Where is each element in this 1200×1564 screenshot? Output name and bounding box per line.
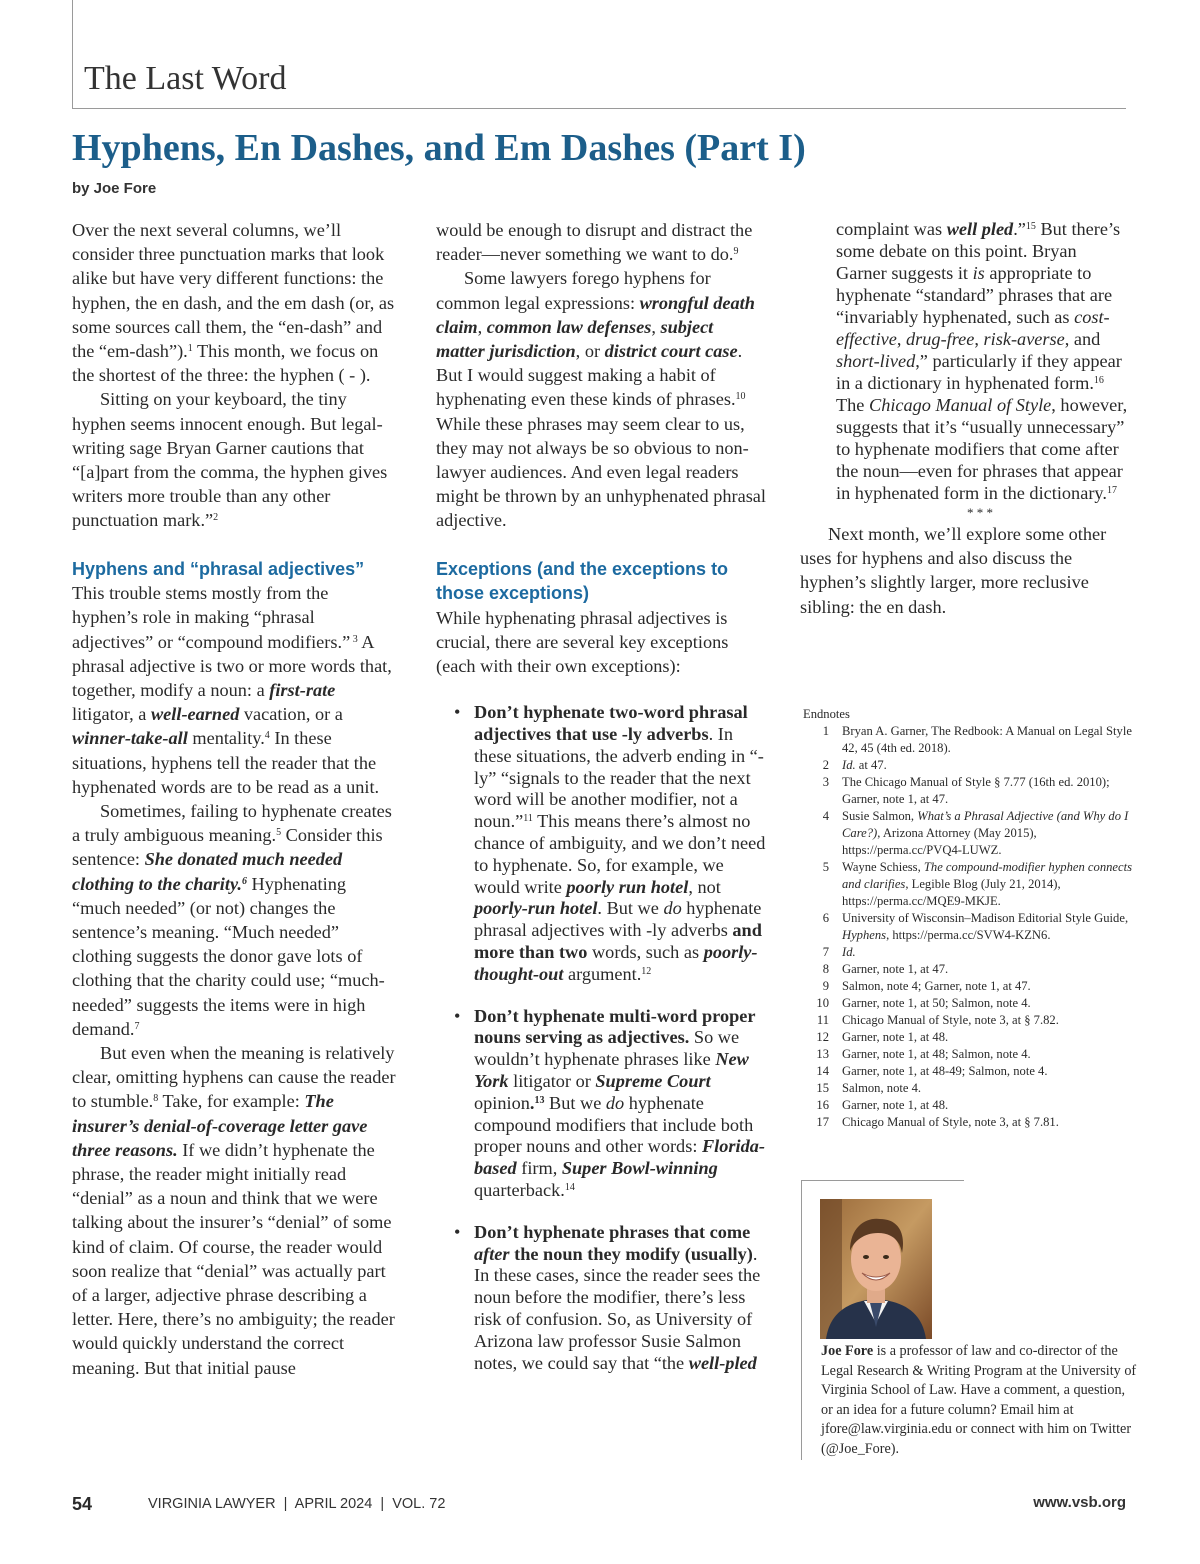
endnote-number: 6 xyxy=(822,911,829,925)
author-bio: Joe Fore is a professor of law and co-director of the Legal Research & Writing Program at the University of Virginia School of Law. Have a comment, a question, or an idea for a future column? Email him at jfore@law.virginia.edu or connect with him on Twitter (@Joe_Fore). xyxy=(821,1343,1137,1457)
list-item: • Don’t hyphenate phrases that come after the noun they modify (usually). In these cases, since the reader sees the noun before the modifier, there’s less risk of confusion. So, as University of Arizona law professor Susie Salmon notes, we could say that “the well-pled xyxy=(454,1221,761,1373)
endnote-italic: The compound-modifier hyphen connects and clarifies xyxy=(842,860,1132,891)
paragraph: Sitting on your keyboard, the tiny hyphen seems innocent enough. But legal-writing sage Bryan Garner cautions that “[a]part from the comma, the hyphen gives writers more trouble than any other punctuation mark.”$^2$ xyxy=(72,389,388,531)
endnote-text: Salmon, note 4. xyxy=(842,1081,922,1095)
endnote-text: Salmon, note 4; Garner, note 1, at 47. xyxy=(842,979,1031,993)
endnote-text: Wayne Schiess, xyxy=(842,860,924,874)
column-3 xyxy=(800,218,1130,619)
endnote-text: at 47. xyxy=(855,758,887,772)
endnote-item xyxy=(803,944,1133,961)
endnote-number: 8 xyxy=(822,962,829,976)
endnote-italic: Hyphens xyxy=(842,928,887,942)
endnote-text: Garner, note 1, at 48; Salmon, note 4. xyxy=(842,1047,1031,1061)
endnote-text: , https://perma.cc/SVW4-KZN6. xyxy=(886,928,1051,942)
byline: by Joe Fore xyxy=(72,180,157,197)
article-title: Hyphens, En Dashes, and Em Dashes (Part I) xyxy=(72,127,806,169)
column-2 xyxy=(436,218,766,1374)
endnote-number: 16 xyxy=(816,1098,829,1112)
endnote-number: 12 xyxy=(816,1030,829,1044)
endnote-text: Chicago Manual of Style, note 3, at § 7.82. xyxy=(842,1013,1059,1027)
endnote-text: Bryan A. Garner, The Redbook: A Manual on Legal Style 42, 45 (4th ed. 2018). xyxy=(842,724,1132,755)
endnote-item xyxy=(803,1012,1133,1029)
endnote-number: 11 xyxy=(816,1013,829,1027)
bio-divider-vertical xyxy=(801,1180,802,1460)
paragraph: But even when the meaning is relatively clear, omitting hyphens can cause the reader to stumble.$^8$ Take, for example: The insurer’s denial-of-coverage letter gave three reasons. If we didn’t hyphenate the phrase, the reader might initially read “denial” as a noun and think that we were talking about the insurer’s “denial” of some kind of claim. Of course, the reader would soon realize that “denial” was actually part of a larger, adjective phrase describing a letter. Here, there’s no ambiguity; the reader would quickly understand the correct meaning. But that initial pause xyxy=(72,1043,396,1378)
endnote-italic: Id. xyxy=(842,945,856,959)
section-heading: Hyphens and “phrasal adjectives” xyxy=(72,558,365,579)
endnote-number: 15 xyxy=(816,1081,829,1095)
endnote-item xyxy=(803,1029,1133,1046)
endnote-item xyxy=(803,910,1133,944)
endnote-text: Garner, note 1, at 48. xyxy=(842,1030,949,1044)
section-divider-horizontal xyxy=(72,108,1126,109)
section-divider-vertical xyxy=(72,0,73,108)
endnote-text: Garner, note 1, at 48-49; Salmon, note 4. xyxy=(842,1064,1048,1078)
paragraph: Some lawyers forego hyphens for common legal expressions: wrongful death claim, common law defenses, subject matter jurisdiction, or district court case. But I would suggest making a habit of hyphenating even these kinds of phrases.$^{10}$ While these phrases may seem clear to us, they may not always be so obvious to non-lawyer audiences. And even legal readers might be thrown by an unhyphenated phrasal adjective. xyxy=(436,268,766,531)
author-photo xyxy=(820,1199,932,1339)
endnote-item xyxy=(803,1063,1133,1080)
endnote-number: 2 xyxy=(822,758,829,772)
endnote-item xyxy=(803,1046,1133,1063)
list-item: • Don’t hyphenate multi-word proper nouns serving as adjectives. So we wouldn’t hyphenate phrases like New York litigator or Supreme Court opinion.$^{13}$ But we do hyphenate compound modifiers that include both proper nouns and other words: Florida-based firm, Super Bowl-winning quarterback.$^{14}$ xyxy=(454,1005,765,1200)
endnote-number: 10 xyxy=(816,996,829,1010)
paragraph: Next month, we’ll explore some other uses for hyphens and also discuss the hyphen’s slightly larger, more reclusive sibling: the en dash. xyxy=(800,524,1107,617)
section-label: The Last Word xyxy=(84,60,287,97)
endnote-item xyxy=(803,774,1133,808)
list-item: • Don’t hyphenate two-word phrasal adjectives that use -ly adverbs. In these situations, the adverb ending in “-ly” “signals to the reader that the next word will be another modifier, not a noun.”$^{11}$ This means there’s almost no chance of ambiguity, and we don’t need to hyphenate. So, for example, we would write poorly run hotel, not poorly-run hotel. But we do hyphenate phrasal adjectives with -ly adverbs and more than two words, such as poorly-thought-out argument.$^{12}$ xyxy=(454,702,766,984)
paragraph: This trouble stems mostly from the hyphen’s role in making “phrasal adjectives” or “compound modifiers.” $^3$ A phrasal adjective is two or more words that, together, modify a noun: a first-rate litigator, a well-earned vacation, or a winner-take-all mentality.$^4$ In these situations, hyphens tell the reader that the hyphenated words are to be read as a unit. xyxy=(72,583,392,797)
endnote-item xyxy=(803,961,1133,978)
bio-divider-horizontal xyxy=(801,1180,964,1181)
endnotes xyxy=(803,706,1133,1131)
paragraph: complaint was well pled.”$^{15}$ But there’s some debate on this point. Bryan Garner suggests it is appropriate to hyphenate “standard” phrases that are “invariably hyphenated, such as cost-effective, drug-free, risk-averse, and short-lived,” particularly if they appear in a dictionary in hyphenated form.$^{16}$ The Chicago Manual of Style, however, suggests that it’s “usually unnecessary” to hyphenate modifiers that come after the noun—even for phrases that appear in hyphenated form in the dictionary.$^{17}$ xyxy=(836,219,1128,503)
endnote-text: Susie Salmon, xyxy=(842,809,918,823)
endnote-item xyxy=(803,1097,1133,1114)
endnote-text: Chicago Manual of Style, note 3, at § 7.81. xyxy=(842,1115,1059,1129)
paragraph: Sometimes, failing to hyphenate creates a truly ambiguous meaning.$^5$ Consider this sentence: She donated much needed clothing to the charity.$^6$ Hyphenating “much needed” (or not) changes the sentence’s meaning. “Much needed” clothing suggests the donor gave lots of clothing that the charity could use; “much-needed” suggests the items were in high demand.$^7$ xyxy=(72,800,392,1039)
endnote-number: 4 xyxy=(822,809,829,823)
paragraph: While hyphenating phrasal adjectives is crucial, there are several key exceptions (each with their own exceptions): xyxy=(436,607,729,677)
endnote-text: , Legible Blog (July 21, 2014), https://perma.cc/MQE9-MKJE. xyxy=(842,877,1061,908)
endnote-number: 14 xyxy=(816,1064,829,1078)
endnote-number: 3 xyxy=(822,775,829,789)
endnote-italic: What’s a Phrasal Adjective (and Why do I Care?) xyxy=(842,809,1129,840)
endnote-item xyxy=(803,723,1133,757)
endnote-text: , Arizona Attorney (May 2015), https://perma.cc/PVQ4-LUWZ. xyxy=(842,826,1037,857)
endnote-italic: Id. xyxy=(842,758,856,772)
endnote-text: University of Wisconsin–Madison Editorial Style Guide, xyxy=(842,911,1129,925)
endnote-text: Garner, note 1, at 47. xyxy=(842,962,949,976)
endnote-item xyxy=(803,995,1133,1012)
section-break: * * * xyxy=(967,505,993,520)
endnote-text: Garner, note 1, at 50; Salmon, note 4. xyxy=(842,996,1031,1010)
endnote-number: 1 xyxy=(822,724,829,738)
endnotes-heading: Endnotes xyxy=(803,707,850,721)
column-1 xyxy=(72,218,397,1380)
endnote-item xyxy=(803,859,1133,910)
endnote-number: 17 xyxy=(816,1115,829,1129)
endnote-item xyxy=(803,978,1133,995)
endnote-number: 9 xyxy=(822,979,829,993)
paragraph: Over the next several columns, we’ll consider three punctuation marks that look alike but have very different functions: the hyphen, the en dash, and the em dash (or, as some sources call them, the “en-dash” and the “em-dash”).$^1$ This month, we focus on the shortest of the three: the hyphen ( - ). xyxy=(72,220,395,386)
endnote-number: 5 xyxy=(822,860,829,874)
endnote-text: Garner, note 1, at 48. xyxy=(842,1098,949,1112)
paragraph: would be enough to disrupt and distract the reader—never something we want to do.$^9$ xyxy=(436,220,753,265)
endnote-item xyxy=(803,1080,1133,1097)
section-heading: Exceptions (and the exceptions to those exceptions) xyxy=(436,558,729,604)
endnote-number: 13 xyxy=(816,1047,829,1061)
publication-info: VIRGINIA LAWYER | APRIL 2024 | VOL. 72 xyxy=(148,1496,446,1512)
endnote-item xyxy=(803,757,1133,774)
page-number: 54 xyxy=(72,1494,93,1514)
endnote-number: 7 xyxy=(822,945,829,959)
endnote-item xyxy=(803,808,1133,859)
endnote-text: The Chicago Manual of Style § 7.77 (16th ed. 2010); Garner, note 1, at 47. xyxy=(842,775,1110,806)
endnote-item xyxy=(803,1114,1133,1131)
website-url[interactable]: www.vsb.org xyxy=(1033,1494,1126,1511)
